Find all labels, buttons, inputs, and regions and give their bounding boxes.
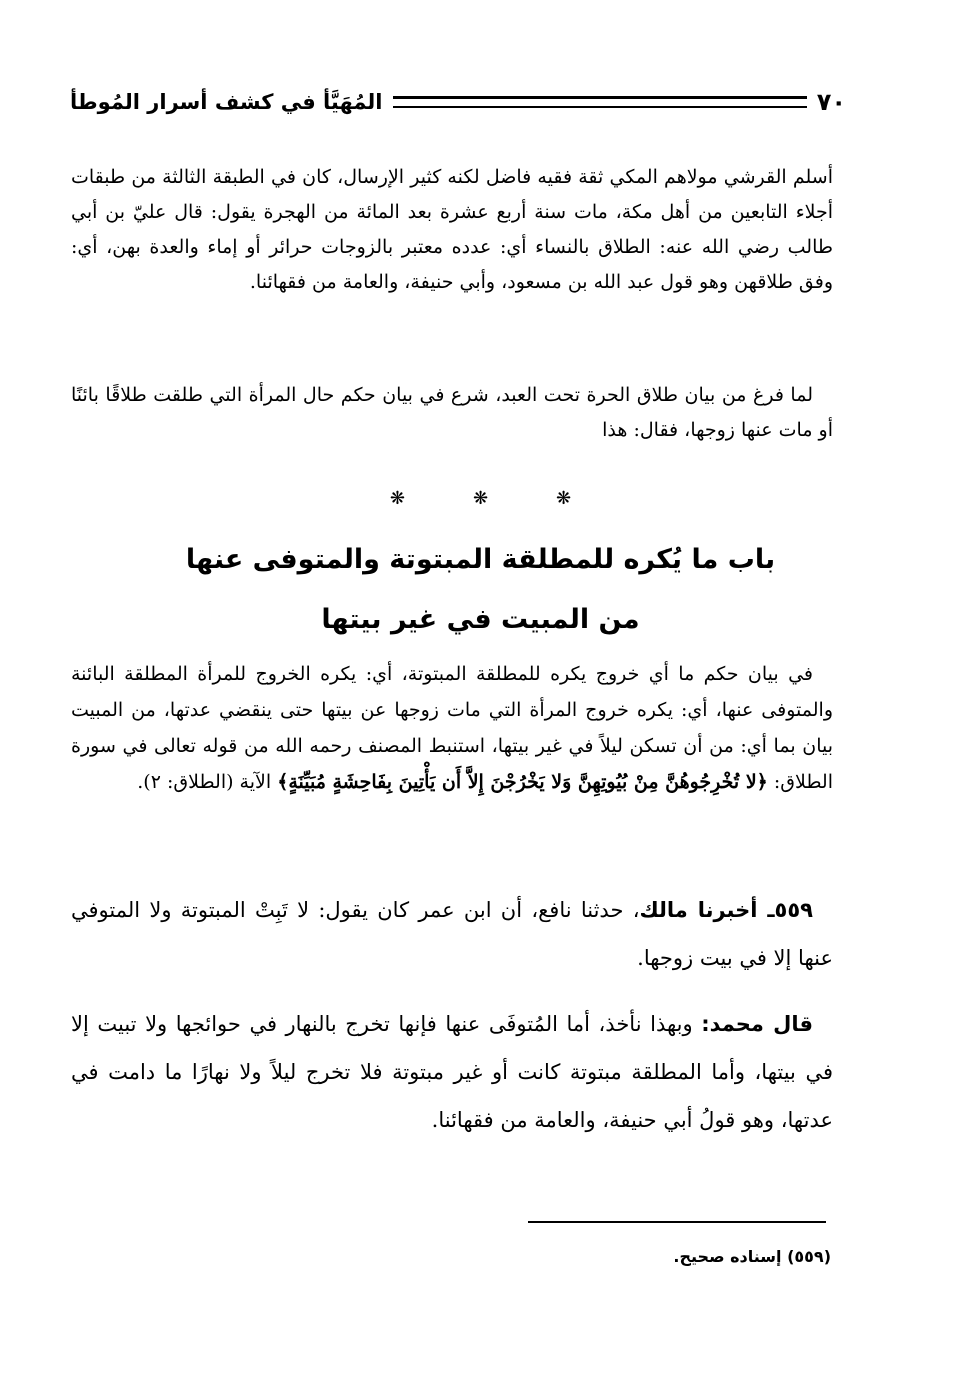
verse-reference: الآية (الطلاق: ٢).	[137, 771, 278, 793]
footnote: (٥٥٩) إسناده صحيح.	[673, 1247, 831, 1266]
page-number: ٧٠	[816, 88, 846, 116]
hadith-number-lead: ٥٥٩ـ أخبرنا مالك	[639, 898, 813, 922]
commentary-muhammad	[71, 1000, 833, 1144]
star-ornament-icon: ❋	[389, 488, 405, 509]
header-rule	[393, 96, 807, 108]
footnote-rule	[528, 1221, 826, 1223]
star-ornament-icon: ❋	[556, 488, 572, 509]
explanation-text: في بيان حكم ما أي خروج يكره للمطلقة المبتوتة، أي: يكره الخروج للمرأة المطلقة البائنة والمتوفى عنها، أي: يكره خروج المرأة التي مات زوجها عن بيتها حتى ينقضي عدتها، من المبيت بيان بما أي: من أن تسكن ليلاً في غير بيتها، استنبط المصنف رحمه الله من قوله تعالى في سورة الطلاق:	[71, 663, 833, 793]
section-separator	[0, 488, 961, 509]
star-ornament-icon: ❋	[472, 488, 489, 509]
hadith-559	[71, 886, 833, 982]
section-title-line1: باب ما يُكره للمطلقة المبتوتة والمتوفى عنها	[185, 544, 776, 575]
section-title-line2: من المبيت في غير بيتها	[321, 604, 640, 635]
quran-verse: ﴿لا تُخْرِجُوهُنَّ مِنْ بُيُوتِهِنَّ وَلا يَخْرُجْنَ إِلاَّ أَن يَأْتِينَ بِفَاحِشَةٍ مُبَيِّنَةٍ﴾	[277, 771, 768, 793]
hadith-text: ، حدثنا نافع، أن ابن عمر كان يقول: لا تَبِتْ المبتوتة ولا المتوفي عنها إلا في بيت زوجها.	[71, 898, 833, 970]
running-title: المُهَيَّأ في كشف أسرار المُوطأ	[70, 90, 383, 114]
commentary-lead: قال محمد:	[701, 1012, 813, 1036]
commentary-text: وبهذا نأخذ، أما المُتوفَى عنها فإنها تخرج بالنهار في حوائجها ولا تبيت إلا في بيتها، وأما المطلقة مبتوتة كانت أو غير مبتوتة فلا تخرج ليلاً ولا نهارًا ما دامت في عدتها، وهو قولُ أبي حنيفة، والعامة من فقهائنا.	[71, 1012, 833, 1132]
paragraph-narrator-bio: أسلم القرشي مولاهم المكي ثقة فقيه فاضل لكنه كثير الإرسال، كان في الطبقة الثالثة من طبقات أجلاء التابعين من أهل مكة، مات سنة أربع عشرة بعد المائة من الهجرة يقول: قال عليّ بن أبي طالب رضي الله عنه: الطلاق بالنساء أي: عدده معتبر بالزوجات حرائر أو إماء والعدة بهن، أي: وفق طلاقهن وهو قول عبد الله بن مسعود، وأبي حنيفة، والعامة من فقهائنا.	[71, 166, 833, 293]
paragraph-transition: لما فرغ من بيان طلاق الحرة تحت العبد، شرع في بيان حكم حال المرأة التي طلقت طلاقًا بائنًا أو مات عنها زوجها، فقال: هذا	[71, 384, 833, 441]
paragraph-explanation	[71, 656, 833, 800]
page-header	[70, 84, 846, 120]
